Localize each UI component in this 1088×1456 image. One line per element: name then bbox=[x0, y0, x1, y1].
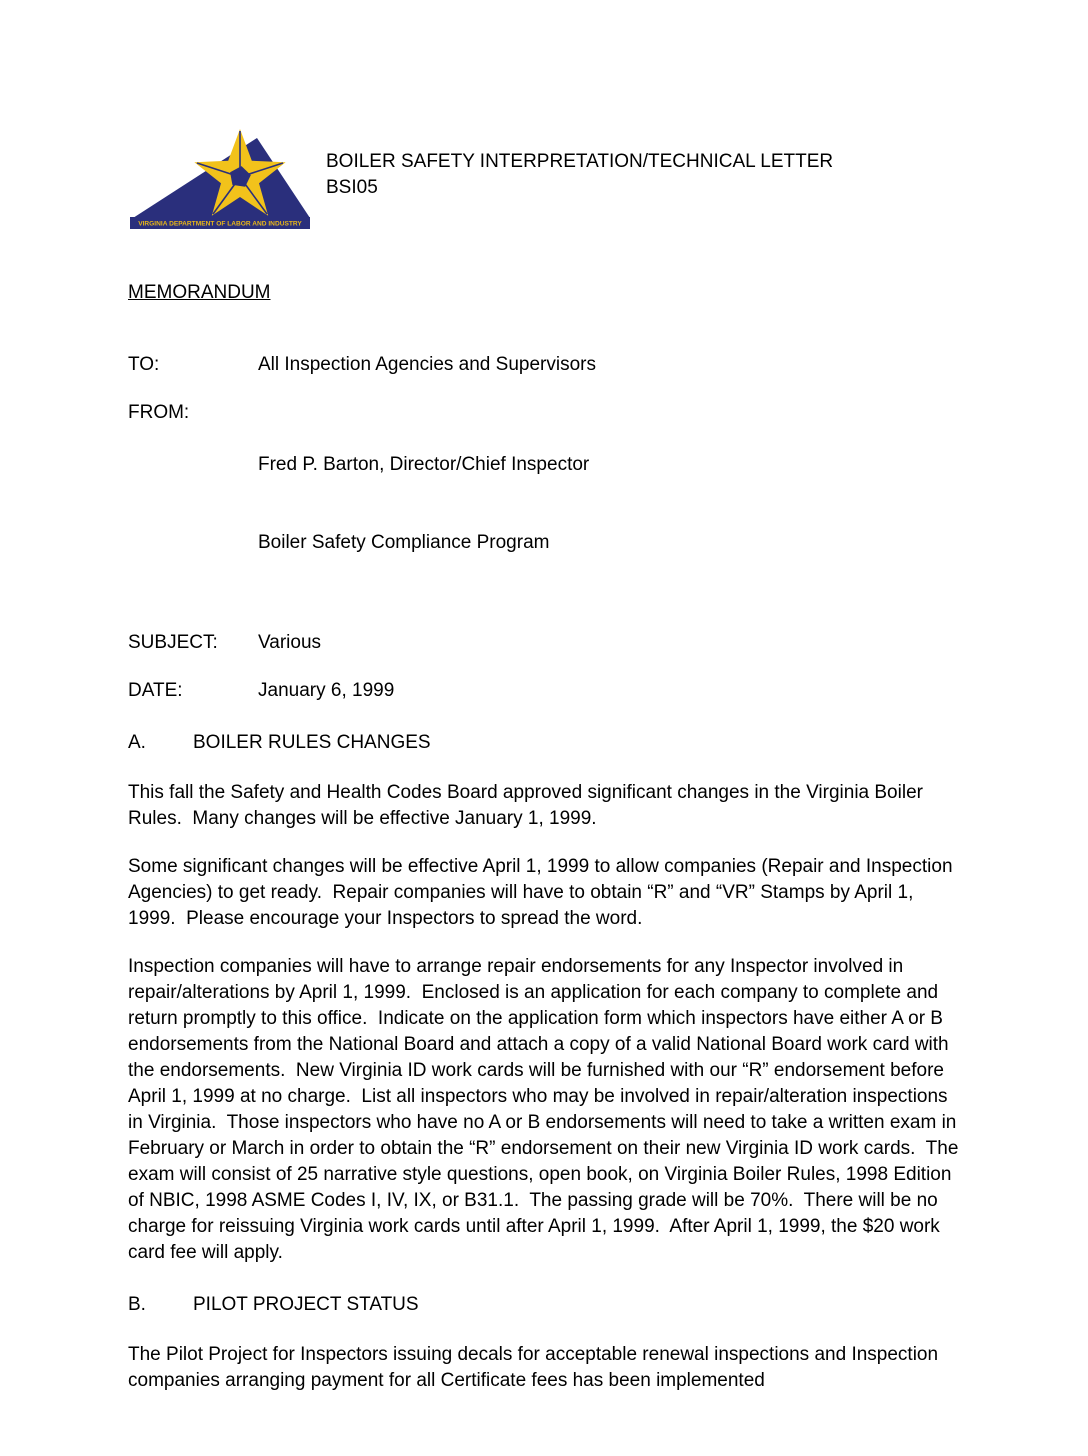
field-subject bbox=[128, 630, 963, 656]
field-to bbox=[128, 352, 963, 378]
section-a bbox=[128, 730, 963, 1266]
section-a-letter: A. bbox=[128, 732, 146, 753]
field-date-value: January 6, 1999 bbox=[258, 680, 395, 701]
section-b bbox=[128, 1292, 963, 1394]
section-a-title: BOILER RULES CHANGES bbox=[193, 732, 431, 753]
document-id: BSI05 bbox=[326, 177, 378, 198]
field-from-line1: Fred P. Barton, Director/Chief Inspector bbox=[258, 454, 590, 475]
field-subject-label: SUBJECT: bbox=[128, 632, 218, 653]
field-from bbox=[128, 400, 963, 608]
memo-fields bbox=[128, 352, 963, 704]
field-from-value bbox=[258, 400, 589, 608]
field-from-line2: Boiler Safety Compliance Program bbox=[258, 532, 550, 553]
field-subject-value: Various bbox=[258, 632, 322, 653]
paragraph: Some significant changes will be effective April 1, 1999 to allow companies (Repair and Inspection Agencies) to get ready. Repair companies will have to obtain “R” and “VR” Stamps by April 1, 1999. Please encourage your Inspectors to spread the word. bbox=[128, 856, 957, 929]
field-date bbox=[128, 678, 963, 704]
field-date-label: DATE: bbox=[128, 680, 183, 701]
section-a-heading bbox=[128, 730, 963, 756]
agency-logo bbox=[130, 125, 312, 237]
paragraph: The Pilot Project for Inspectors issuing decals for acceptable renewal inspections and Inspection companies arranging payment for all Certificate fees has been implemented bbox=[128, 1344, 944, 1391]
document-header bbox=[326, 125, 833, 201]
section-b-heading bbox=[128, 1292, 963, 1318]
document-title: BOILER SAFETY INTERPRETATION/TECHNICAL LETTER bbox=[326, 151, 834, 172]
section-b-title: PILOT PROJECT STATUS bbox=[193, 1294, 419, 1315]
field-to-label: TO: bbox=[128, 354, 160, 375]
section-b-letter: B. bbox=[128, 1294, 146, 1315]
agency-logo-graphic bbox=[130, 125, 312, 237]
field-to-value: All Inspection Agencies and Supervisors bbox=[258, 354, 596, 375]
paragraph: This fall the Safety and Health Codes Board approved significant changes in the Virginia Boiler Rules. Many changes will be effective January 1, 1999. bbox=[128, 782, 929, 829]
paragraph: Inspection companies will have to arrange repair endorsements for any Inspector involved in repair/alterations by April 1, 1999. Enclosed is an application for each company to complete and return promptly to this office. Indicate on the application form which inspectors have either A or B endorsements from the National Board and attach a copy of a valid National Board work card with the endorsements. New Virginia ID work cards will be furnished with our “R” endorsement before April 1, 1999 at no charge. List all inspectors who may be involved in repair/alteration inspections in Virginia. Those inspectors who have no A or B endorsements will need to take a written exam in February or March in order to obtain the “R” endorsement on their new Virginia ID work cards. The exam will consist of 25 narrative style questions, open book, on Virginia Boiler Rules, 1998 Edition of NBIC, 1998 ASME Codes I, IV, IX, or B31.1. The passing grade will be 70%. There will be no charge for reissuing Virginia work cards until after April 1, 1999. After April 1, 1999, the $20 work card fee will apply. bbox=[128, 956, 964, 1263]
logo-banner-text: VIRGINIA DEPARTMENT OF LABOR AND INDUSTRY bbox=[138, 220, 302, 228]
field-from-label: FROM: bbox=[128, 402, 190, 423]
memorandum-heading: MEMORANDUM bbox=[128, 282, 271, 303]
letterhead bbox=[128, 125, 963, 237]
